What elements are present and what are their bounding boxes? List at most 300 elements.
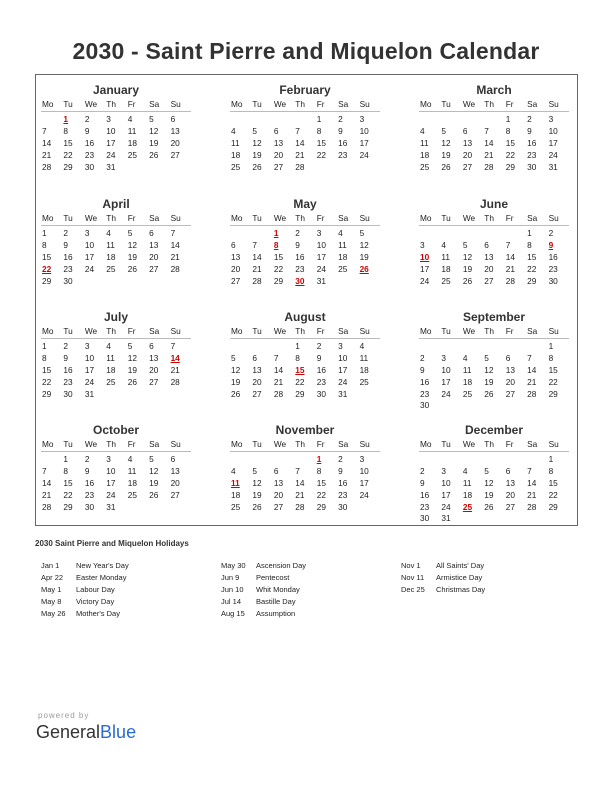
- month-name: December: [464, 423, 524, 437]
- day-cell: 5: [127, 341, 133, 351]
- day-cell: 13: [149, 352, 159, 363]
- holiday-day-cell: 8: [273, 239, 279, 250]
- holiday-row: [41, 560, 211, 572]
- day-cell: 25: [462, 388, 473, 399]
- month-name: August: [284, 310, 326, 324]
- weekday-header: Mo: [41, 325, 62, 339]
- month-february: [230, 82, 380, 173]
- holiday-date: May 1: [41, 585, 62, 594]
- day-cell: 2: [420, 352, 425, 363]
- day-cell: 1: [42, 341, 47, 351]
- day-cell: 8: [548, 465, 554, 476]
- day-cell: 28: [42, 161, 52, 172]
- day-cell: 21: [527, 489, 537, 500]
- month-april: [41, 196, 191, 287]
- day-cell: 19: [252, 489, 262, 500]
- day-cell: 21: [505, 263, 515, 274]
- day-cell: 11: [127, 125, 137, 136]
- holiday-name: New Year's Day: [76, 561, 129, 570]
- day-cell: 26: [441, 161, 451, 172]
- weekday-header: Su: [359, 325, 380, 339]
- weekday-header: Fr: [316, 212, 337, 226]
- day-cell: 10: [441, 364, 451, 375]
- weekday-header: Tu: [440, 212, 461, 226]
- day-cell: 9: [84, 465, 90, 476]
- holiday-date: Jun 9: [221, 573, 240, 582]
- day-cell: 28: [170, 376, 180, 387]
- day-cell: 2: [338, 454, 343, 464]
- day-cell: 11: [127, 465, 137, 476]
- day-cell: 25: [441, 275, 451, 286]
- day-cell: 1: [42, 228, 47, 238]
- day-cell: 11: [359, 352, 369, 363]
- day-cell: 7: [170, 228, 176, 238]
- page-title: 2030 - Saint Pierre and Miquelon Calendar: [72, 38, 540, 64]
- day-cell: 25: [231, 501, 241, 512]
- day-cell: 6: [149, 228, 154, 238]
- day-cell: 28: [527, 501, 537, 512]
- day-cell: 2: [527, 114, 532, 124]
- day-cell: 27: [149, 376, 159, 387]
- day-cell: 2: [63, 341, 69, 351]
- holiday-name: Pentecost: [256, 573, 290, 582]
- holiday-row: [221, 572, 391, 584]
- day-cell: 30: [527, 161, 537, 172]
- day-cell: 4: [231, 125, 236, 136]
- day-cell: 30: [84, 161, 95, 172]
- holiday-row: [401, 560, 571, 572]
- day-cell: 9: [420, 477, 425, 488]
- day-cell: 17: [84, 251, 95, 262]
- weekday-header: Tu: [251, 438, 272, 452]
- day-cell: 13: [231, 251, 241, 262]
- weekday-header: We: [462, 98, 483, 112]
- day-cell: 11: [420, 137, 429, 148]
- day-cell: 17: [441, 376, 451, 387]
- weekday-header: Th: [294, 325, 315, 339]
- day-cell: 30: [420, 513, 430, 524]
- holiday-name: Christmas Day: [436, 585, 486, 594]
- day-cell: 26: [484, 388, 494, 399]
- holiday-date: Jun 10: [221, 585, 244, 594]
- day-cell: 15: [316, 477, 326, 488]
- day-cell: 11: [441, 251, 451, 262]
- day-cell: 17: [441, 489, 451, 500]
- day-cell: 4: [462, 465, 468, 476]
- empty-cell: [462, 341, 483, 353]
- day-cell: 24: [548, 149, 558, 160]
- day-cell: 12: [484, 477, 494, 488]
- day-cell: 12: [149, 125, 159, 136]
- day-cell: 14: [527, 364, 537, 375]
- day-cell: 1: [548, 454, 554, 464]
- day-cell: 30: [548, 275, 558, 286]
- holiday-day-cell: 15: [295, 364, 305, 375]
- day-cell: 29: [63, 501, 73, 512]
- day-cell: 12: [149, 465, 159, 476]
- empty-cell: [41, 114, 62, 126]
- day-cell: 8: [42, 239, 47, 250]
- holiday-name: Easter Monday: [76, 573, 127, 582]
- holiday-date: Jul 14: [221, 597, 242, 606]
- weekday-header: Fr: [127, 98, 148, 112]
- day-cell: 23: [420, 388, 430, 399]
- day-cell: 30: [316, 388, 326, 399]
- day-cell: 19: [127, 251, 137, 262]
- day-cell: 10: [84, 352, 95, 363]
- day-cell: 11: [462, 364, 472, 375]
- day-cell: 29: [548, 501, 558, 512]
- day-cell: 23: [84, 489, 95, 500]
- day-cell: 26: [127, 376, 137, 387]
- day-cell: 29: [42, 388, 52, 399]
- empty-cell: [526, 341, 547, 353]
- day-cell: 4: [359, 341, 365, 351]
- day-cell: 31: [106, 501, 116, 512]
- month-november: [230, 422, 380, 513]
- weekday-header: Mo: [419, 325, 440, 339]
- day-cell: 25: [359, 376, 369, 387]
- day-cell: 14: [252, 251, 262, 262]
- day-cell: 13: [462, 137, 473, 148]
- weekday-header: Su: [548, 98, 569, 112]
- day-cell: 30: [84, 501, 95, 512]
- month-december: [419, 422, 569, 525]
- day-cell: 8: [548, 352, 554, 363]
- day-cell: 27: [231, 275, 241, 286]
- weekday-header: Mo: [230, 212, 251, 226]
- logo-blue-text: Blue: [100, 722, 137, 742]
- day-cell: 17: [338, 364, 348, 375]
- day-cell: 18: [359, 364, 369, 375]
- weekday-header: Tu: [62, 438, 83, 452]
- holiday-list: [35, 539, 578, 618]
- day-cell: 5: [462, 239, 468, 250]
- day-cell: 10: [106, 465, 116, 476]
- empty-cell: [230, 454, 251, 466]
- day-cell: 22: [63, 149, 73, 160]
- day-cell: 5: [484, 352, 489, 363]
- month-october: [41, 422, 191, 513]
- day-cell: 7: [42, 465, 47, 476]
- weekday-header: Su: [170, 325, 191, 339]
- holiday-day-cell: 11: [231, 477, 240, 488]
- day-cell: 19: [441, 149, 451, 160]
- day-cell: 21: [295, 149, 305, 160]
- month-january: [41, 82, 191, 173]
- day-cell: 23: [316, 376, 326, 387]
- day-cell: 28: [170, 263, 180, 274]
- day-cell: 3: [359, 454, 365, 464]
- day-cell: 8: [505, 125, 511, 136]
- day-cell: 15: [316, 137, 326, 148]
- weekday-header: We: [84, 212, 105, 226]
- day-cell: 26: [462, 275, 473, 286]
- day-cell: 18: [231, 149, 241, 160]
- weekday-header: We: [273, 212, 294, 226]
- day-cell: 24: [338, 376, 348, 387]
- day-cell: 19: [462, 263, 473, 274]
- day-cell: 29: [295, 388, 305, 399]
- day-cell: 4: [231, 465, 236, 476]
- weekday-header: Mo: [419, 98, 440, 112]
- day-cell: 27: [170, 149, 180, 160]
- day-cell: 6: [252, 352, 258, 363]
- day-cell: 7: [484, 125, 489, 136]
- day-cell: 29: [505, 161, 515, 172]
- weekday-header: Sa: [526, 212, 547, 226]
- empty-cell: [251, 114, 272, 126]
- weekday-header: Fr: [127, 325, 148, 339]
- day-cell: 23: [63, 263, 73, 274]
- holiday-date: Nov 1: [401, 561, 421, 570]
- day-cell: 26: [252, 161, 262, 172]
- weekday-header: Mo: [230, 438, 251, 452]
- month-name: March: [476, 83, 512, 97]
- month-march: [419, 82, 569, 173]
- holiday-row: [221, 560, 391, 572]
- weekday-header: Fr: [316, 325, 337, 339]
- month-may: [230, 196, 380, 287]
- weekday-header: Tu: [440, 438, 461, 452]
- weekday-header: Mo: [230, 325, 251, 339]
- day-cell: 26: [252, 501, 262, 512]
- day-cell: 29: [527, 275, 537, 286]
- day-cell: 3: [441, 352, 447, 363]
- day-cell: 5: [149, 114, 154, 124]
- weekday-header: Su: [359, 212, 380, 226]
- day-cell: 11: [462, 477, 472, 488]
- month-july: [41, 309, 191, 400]
- holiday-date: Jan 1: [41, 561, 60, 570]
- weekday-header: Su: [359, 438, 380, 452]
- empty-cell: [251, 228, 272, 240]
- holiday-day-cell: 9: [548, 239, 554, 250]
- day-cell: 6: [505, 465, 511, 476]
- day-cell: 15: [527, 251, 537, 262]
- day-cell: 4: [127, 454, 133, 464]
- day-cell: 16: [295, 251, 305, 262]
- empty-cell: [462, 114, 483, 126]
- weekday-header: Su: [548, 438, 569, 452]
- day-cell: 18: [420, 149, 430, 160]
- empty-cell: [505, 341, 526, 353]
- day-cell: 7: [505, 239, 511, 250]
- day-cell: 16: [338, 477, 348, 488]
- day-cell: 8: [527, 239, 532, 250]
- day-cell: 30: [63, 388, 73, 399]
- day-cell: 15: [548, 477, 558, 488]
- day-cell: 21: [527, 376, 537, 387]
- day-cell: 18: [462, 489, 473, 500]
- day-cell: 20: [505, 376, 515, 387]
- day-cell: 4: [420, 125, 425, 136]
- day-cell: 11: [106, 239, 115, 250]
- day-cell: 18: [106, 251, 116, 262]
- holiday-name: Assumption: [256, 609, 296, 618]
- day-cell: 26: [149, 149, 159, 160]
- holiday-name: Labour Day: [76, 585, 115, 594]
- holiday-row: [41, 584, 211, 596]
- empty-cell: [419, 114, 440, 126]
- day-cell: 17: [106, 477, 116, 488]
- weekday-header: Th: [294, 438, 315, 452]
- holiday-date: Apr 22: [41, 573, 64, 582]
- day-cell: 22: [548, 376, 558, 387]
- day-cell: 20: [231, 263, 241, 274]
- day-cell: 3: [359, 114, 365, 124]
- day-cell: 11: [338, 239, 347, 250]
- empty-cell: [440, 228, 461, 240]
- day-cell: 5: [441, 125, 447, 136]
- day-cell: 19: [231, 376, 241, 387]
- weekday-header: Fr: [505, 98, 526, 112]
- holiday-day-cell: 1: [63, 114, 69, 124]
- holiday-row: [41, 596, 211, 608]
- day-cell: 20: [273, 489, 284, 500]
- weekday-header: Fr: [505, 325, 526, 339]
- day-cell: 19: [359, 251, 369, 262]
- day-cell: 21: [484, 149, 494, 160]
- day-cell: 12: [359, 239, 369, 250]
- holiday-name: Mother's Day: [76, 609, 120, 618]
- day-cell: 14: [42, 477, 52, 488]
- holiday-name: Bastille Day: [256, 597, 296, 606]
- day-cell: 27: [252, 388, 262, 399]
- day-cell: 9: [338, 125, 343, 136]
- day-cell: 26: [484, 501, 494, 512]
- day-cell: 23: [420, 501, 430, 512]
- weekday-header: Fr: [505, 212, 526, 226]
- day-cell: 16: [316, 364, 326, 375]
- day-cell: 18: [127, 477, 137, 488]
- day-cell: 26: [231, 388, 241, 399]
- day-cell: 19: [484, 489, 494, 500]
- day-cell: 16: [63, 251, 73, 262]
- day-cell: 4: [462, 352, 468, 363]
- day-cell: 24: [106, 149, 116, 160]
- day-cell: 3: [338, 341, 343, 351]
- day-cell: 25: [338, 263, 348, 274]
- generalblue-logo[interactable]: [36, 722, 136, 743]
- month-name: July: [103, 310, 128, 324]
- weekday-header: We: [462, 438, 483, 452]
- day-cell: 22: [63, 489, 73, 500]
- day-cell: 6: [505, 352, 511, 363]
- weekday-header: Fr: [316, 98, 337, 112]
- weekday-header: Sa: [526, 98, 547, 112]
- day-cell: 13: [170, 465, 180, 476]
- day-cell: 6: [273, 465, 279, 476]
- day-cell: 19: [252, 149, 262, 160]
- weekday-header: Mo: [419, 438, 440, 452]
- day-cell: 8: [295, 352, 300, 363]
- weekday-header: Tu: [251, 325, 272, 339]
- day-cell: 14: [42, 137, 52, 148]
- day-cell: 13: [149, 239, 159, 250]
- day-cell: 6: [231, 239, 236, 250]
- day-cell: 8: [316, 465, 322, 476]
- holiday-day-cell: 30: [295, 275, 305, 286]
- day-cell: 22: [505, 149, 515, 160]
- day-cell: 4: [338, 228, 343, 238]
- day-cell: 25: [127, 149, 137, 160]
- day-cell: 3: [441, 465, 447, 476]
- day-cell: 7: [295, 125, 300, 136]
- day-cell: 15: [63, 137, 73, 148]
- day-cell: 23: [295, 263, 305, 274]
- weekday-header: Mo: [41, 212, 62, 226]
- day-cell: 17: [316, 251, 326, 262]
- empty-cell: [483, 341, 504, 353]
- day-cell: 1: [316, 114, 322, 124]
- weekday-header: Tu: [251, 98, 272, 112]
- day-cell: 1: [505, 114, 511, 124]
- weekday-header: We: [273, 98, 294, 112]
- day-cell: 12: [127, 239, 137, 250]
- day-cell: 12: [231, 364, 241, 375]
- day-cell: 25: [420, 161, 430, 172]
- day-cell: 22: [527, 263, 537, 274]
- day-cell: 7: [527, 352, 532, 363]
- day-cell: 9: [84, 125, 90, 136]
- holiday-row: [221, 596, 391, 608]
- weekday-header: Th: [294, 98, 315, 112]
- empty-cell: [526, 454, 547, 466]
- day-cell: 10: [338, 352, 348, 363]
- weekday-header: Sa: [526, 325, 547, 339]
- day-cell: 1: [63, 454, 69, 464]
- empty-cell: [462, 228, 483, 240]
- weekday-header: Tu: [251, 212, 272, 226]
- weekday-header: Tu: [62, 98, 83, 112]
- day-cell: 7: [252, 239, 258, 250]
- day-cell: 27: [484, 275, 494, 286]
- day-cell: 6: [170, 114, 176, 124]
- day-cell: 16: [84, 137, 95, 148]
- day-cell: 18: [338, 251, 348, 262]
- day-cell: 7: [170, 341, 176, 351]
- weekday-header: Sa: [148, 325, 169, 339]
- weekday-header: Th: [483, 98, 504, 112]
- day-cell: 9: [338, 465, 343, 476]
- weekday-header: Sa: [337, 438, 358, 452]
- day-cell: 25: [106, 263, 116, 274]
- day-cell: 7: [527, 465, 532, 476]
- day-cell: 18: [441, 263, 451, 274]
- day-cell: 12: [252, 477, 262, 488]
- day-cell: 30: [63, 275, 73, 286]
- month-june: [419, 196, 569, 287]
- day-cell: 16: [84, 477, 95, 488]
- weekday-header: Fr: [505, 438, 526, 452]
- day-cell: 24: [359, 489, 369, 500]
- month-name: September: [462, 310, 526, 324]
- day-cell: 18: [462, 376, 473, 387]
- logo-general-text: General: [36, 722, 101, 742]
- day-cell: 9: [316, 352, 322, 363]
- holiday-row: [401, 584, 571, 596]
- day-cell: 2: [316, 341, 322, 351]
- day-cell: 5: [127, 228, 133, 238]
- day-cell: 20: [149, 364, 159, 375]
- day-cell: 3: [106, 114, 111, 124]
- weekday-header: Th: [483, 325, 504, 339]
- day-cell: 7: [295, 465, 300, 476]
- day-cell: 21: [42, 489, 52, 500]
- calendar-grid: [35, 74, 578, 526]
- holiday-day-cell: 10: [420, 251, 430, 262]
